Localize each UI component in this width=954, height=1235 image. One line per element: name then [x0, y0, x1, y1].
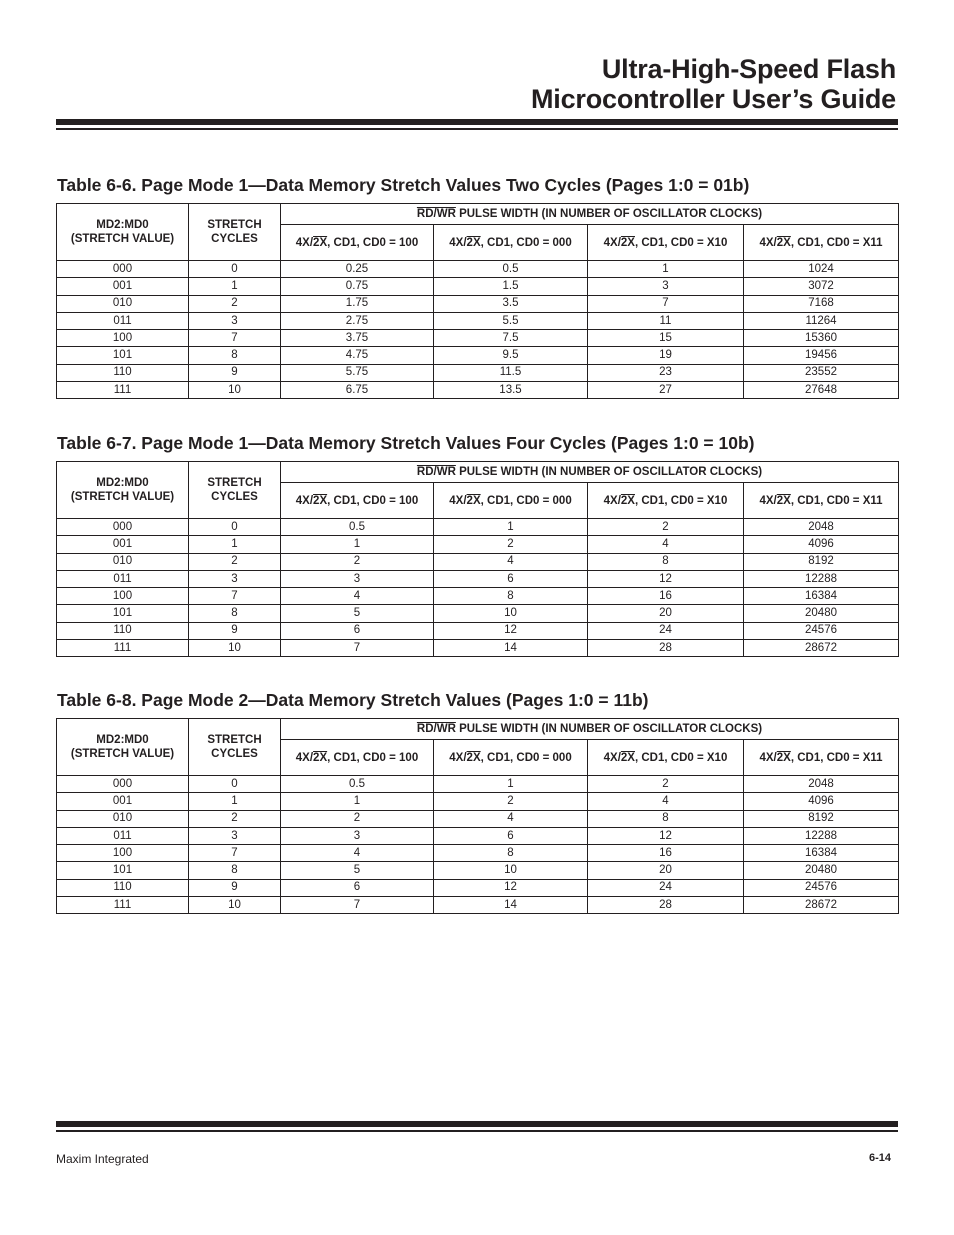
table-cell: 111 — [57, 897, 189, 914]
table-cell: 20480 — [744, 605, 899, 622]
table-cell: 16384 — [744, 588, 899, 605]
table-cell: 11.5 — [434, 364, 588, 381]
table-cell: 1 — [189, 793, 281, 810]
table-cell: 19456 — [744, 347, 899, 364]
clock-mode-suffix: , CD1, CD0 = X11 — [790, 236, 883, 249]
clock-mode-overlined: 2X — [620, 494, 635, 507]
clock-mode-prefix: 4X/ — [449, 494, 467, 507]
clock-mode-suffix: , CD1, CD0 = X10 — [634, 494, 728, 507]
table-cell: 27 — [588, 382, 744, 399]
table-cell: 12 — [434, 622, 588, 639]
table-cell: 8192 — [744, 810, 899, 827]
clock-mode-prefix: 4X/ — [603, 236, 621, 249]
table-cell: 101 — [57, 862, 189, 879]
table-row — [57, 845, 899, 862]
table-cell: 12 — [588, 570, 744, 587]
table-cell: 3 — [189, 312, 281, 329]
footer-rule-thick — [56, 1121, 898, 1127]
table-cell: 011 — [57, 312, 189, 329]
table-cell: 000 — [57, 519, 189, 536]
table-cell: 3.5 — [434, 295, 588, 312]
table-cell: 8 — [434, 588, 588, 605]
table-cell: 0.75 — [281, 278, 434, 295]
table-cell: 28 — [588, 640, 744, 657]
header-pulse-width — [281, 204, 899, 225]
table-row — [57, 776, 899, 793]
header-stretch-cycles — [189, 462, 281, 519]
header-stretch-line2: CYCLES — [211, 491, 258, 503]
table-cell: 20 — [588, 862, 744, 879]
table-row — [57, 295, 899, 312]
table-cell: 16 — [588, 845, 744, 862]
table-cell: 28672 — [744, 897, 899, 914]
title-line-1: Ultra-High-Speed Flash — [601, 54, 896, 84]
table-cell: 10 — [189, 897, 281, 914]
table-row — [57, 827, 899, 844]
table-cell: 000 — [57, 261, 189, 278]
table-cell: 5.75 — [281, 364, 434, 381]
table-cell: 1 — [189, 278, 281, 295]
table-cell: 001 — [57, 536, 189, 553]
table-row — [57, 810, 899, 827]
table-cell: 19 — [588, 347, 744, 364]
table-cell: 3 — [189, 827, 281, 844]
table-cell: 8 — [588, 810, 744, 827]
clock-mode-suffix: , CD1, CD0 = X10 — [634, 236, 728, 249]
header-clock-mode — [744, 225, 899, 261]
table-row — [57, 570, 899, 587]
table-cell: 7 — [189, 845, 281, 862]
header-stretch-line1: STRETCH — [207, 734, 262, 746]
table-cell: 2 — [189, 553, 281, 570]
clock-mode-suffix: , CD1, CD0 = 000 — [480, 751, 572, 764]
table-cell: 1024 — [744, 261, 899, 278]
table-row — [57, 261, 899, 278]
clock-mode-overlined: 2X — [313, 751, 328, 764]
header-pulse-width-text: PULSE WIDTH (IN NUMBER OF OSCILLATOR CLOCKS) — [455, 208, 763, 220]
header-clock-mode — [281, 740, 434, 776]
clock-mode-suffix: , CD1, CD0 = X10 — [634, 751, 728, 764]
table-cell: 100 — [57, 845, 189, 862]
table-row — [57, 536, 899, 553]
header-rdwr-overlined: RD/WR — [416, 466, 456, 478]
table-cell: 12 — [434, 879, 588, 896]
table-cell: 2 — [189, 295, 281, 312]
table-cell: 5 — [281, 862, 434, 879]
table-cell: 1 — [588, 261, 744, 278]
table-cell: 24576 — [744, 622, 899, 639]
clock-mode-prefix: 4X/ — [449, 236, 467, 249]
table-cell: 1 — [434, 519, 588, 536]
table-cell: 2 — [434, 793, 588, 810]
header-md-line2: (STRETCH VALUE) — [70, 491, 175, 503]
header-clock-mode — [744, 483, 899, 519]
table-cell: 9 — [189, 364, 281, 381]
clock-mode-overlined: 2X — [466, 494, 481, 507]
table-cell: 4 — [281, 588, 434, 605]
table-cell: 8 — [588, 553, 744, 570]
table-cell: 011 — [57, 570, 189, 587]
clock-mode-suffix: , CD1, CD0 = 100 — [327, 236, 419, 249]
header-md-value — [57, 462, 189, 519]
table-cell: 0.5 — [281, 519, 434, 536]
table-row — [57, 330, 899, 347]
table-cell: 8 — [189, 862, 281, 879]
table-row — [57, 382, 899, 399]
header-clock-mode — [281, 225, 434, 261]
table-cell: 24 — [588, 622, 744, 639]
table-cell: 3 — [281, 570, 434, 587]
table-cell: 111 — [57, 640, 189, 657]
table-cell: 4 — [434, 810, 588, 827]
table-cell: 0.5 — [434, 261, 588, 278]
table-cell: 3.75 — [281, 330, 434, 347]
header-stretch-line2: CYCLES — [211, 748, 258, 760]
clock-mode-overlined: 2X — [776, 236, 791, 249]
table-cell: 11 — [588, 312, 744, 329]
table-cell: 010 — [57, 553, 189, 570]
table-cell: 010 — [57, 295, 189, 312]
header-clock-mode — [588, 740, 744, 776]
footer-company: Maxim Integrated — [56, 1152, 149, 1166]
header-clock-mode — [588, 483, 744, 519]
table-cell: 23 — [588, 364, 744, 381]
table-cell: 8 — [189, 605, 281, 622]
table-cell: 2048 — [744, 519, 899, 536]
header-clock-mode — [434, 740, 588, 776]
table-cell: 28672 — [744, 640, 899, 657]
footer-rule-thin — [56, 1130, 898, 1132]
table-cell: 10 — [434, 605, 588, 622]
table-cell: 9 — [189, 879, 281, 896]
table-cell: 10 — [189, 382, 281, 399]
header-clock-mode — [281, 483, 434, 519]
table-row — [57, 347, 899, 364]
clock-mode-overlined: 2X — [466, 236, 481, 249]
table-cell: 2 — [434, 536, 588, 553]
header-pulse-width-text: PULSE WIDTH (IN NUMBER OF OSCILLATOR CLOCKS) — [455, 466, 763, 478]
clock-mode-prefix: 4X/ — [295, 236, 314, 249]
header-md-line1: MD2:MD0 — [96, 219, 149, 231]
clock-mode-overlined: 2X — [620, 236, 635, 249]
header-md-line1: MD2:MD0 — [96, 734, 149, 746]
table-row — [57, 862, 899, 879]
table-cell: 0.25 — [281, 261, 434, 278]
table-cell: 4.75 — [281, 347, 434, 364]
header-rdwr-overlined: RD/WR — [416, 208, 456, 220]
clock-mode-suffix: , CD1, CD0 = X11 — [790, 751, 883, 764]
table-row — [57, 278, 899, 295]
table-caption: Table 6-7. Page Mode 1—Data Memory Stretch Values Four Cycles (Pages 1:0 = 10b) — [57, 433, 755, 453]
table-cell: 20 — [588, 605, 744, 622]
table-row — [57, 364, 899, 381]
table-cell: 13.5 — [434, 382, 588, 399]
header-md-line2: (STRETCH VALUE) — [70, 748, 175, 760]
table-cell: 10 — [434, 862, 588, 879]
table-cell: 111 — [57, 382, 189, 399]
table-cell: 7168 — [744, 295, 899, 312]
clock-mode-overlined: 2X — [313, 236, 328, 249]
table-row — [57, 640, 899, 657]
table-cell: 2 — [588, 776, 744, 793]
clock-mode-overlined: 2X — [620, 751, 635, 764]
page-title — [531, 54, 896, 114]
header-rule-thin — [56, 128, 898, 130]
table-row — [57, 605, 899, 622]
table-cell: 6 — [281, 622, 434, 639]
clock-mode-prefix: 4X/ — [295, 751, 314, 764]
table-cell: 1 — [434, 776, 588, 793]
table-cell: 1 — [281, 793, 434, 810]
table-cell: 8 — [434, 845, 588, 862]
table-cell: 010 — [57, 810, 189, 827]
table-cell: 0 — [189, 261, 281, 278]
table-cell: 27648 — [744, 382, 899, 399]
table-cell: 0.5 — [281, 776, 434, 793]
clock-mode-prefix: 4X/ — [295, 494, 314, 507]
table-cell: 000 — [57, 776, 189, 793]
table-cell: 100 — [57, 588, 189, 605]
clock-mode-overlined: 2X — [313, 494, 328, 507]
table-cell: 1.5 — [434, 278, 588, 295]
clock-mode-suffix: , CD1, CD0 = 100 — [327, 494, 419, 507]
table-cell: 1 — [189, 536, 281, 553]
title-line-2: Microcontroller User’s Guide — [531, 84, 896, 114]
table-cell: 6 — [434, 827, 588, 844]
table-cell: 6 — [434, 570, 588, 587]
clock-mode-prefix: 4X/ — [603, 494, 621, 507]
table-cell: 24 — [588, 879, 744, 896]
header-rdwr-overlined: RD/WR — [416, 723, 456, 735]
table-cell: 101 — [57, 347, 189, 364]
header-pulse-width-text: PULSE WIDTH (IN NUMBER OF OSCILLATOR CLOCKS) — [455, 723, 763, 735]
header-md-value — [57, 204, 189, 261]
table-cell: 100 — [57, 330, 189, 347]
clock-mode-overlined: 2X — [776, 751, 791, 764]
table-cell: 12288 — [744, 570, 899, 587]
table-cell: 20480 — [744, 862, 899, 879]
table-cell: 12288 — [744, 827, 899, 844]
table-cell: 8192 — [744, 553, 899, 570]
header-clock-mode — [434, 483, 588, 519]
table-cell: 3 — [281, 827, 434, 844]
table-cell: 7 — [189, 588, 281, 605]
table-cell: 9 — [189, 622, 281, 639]
table-row — [57, 897, 899, 914]
clock-mode-overlined: 2X — [466, 751, 481, 764]
table-row — [57, 622, 899, 639]
table-cell: 15 — [588, 330, 744, 347]
table-cell: 6.75 — [281, 382, 434, 399]
table-cell: 15360 — [744, 330, 899, 347]
header-stretch-cycles — [189, 204, 281, 261]
table-cell: 4 — [588, 793, 744, 810]
table-row — [57, 588, 899, 605]
table-row — [57, 519, 899, 536]
clock-mode-prefix: 4X/ — [759, 494, 777, 507]
table-cell: 011 — [57, 827, 189, 844]
table-cell: 5.5 — [434, 312, 588, 329]
table-cell: 0 — [189, 519, 281, 536]
table-cell: 7.5 — [434, 330, 588, 347]
table-cell: 101 — [57, 605, 189, 622]
table-cell: 4096 — [744, 536, 899, 553]
table-cell: 110 — [57, 879, 189, 896]
table-cell: 001 — [57, 793, 189, 810]
table-cell: 110 — [57, 622, 189, 639]
table-cell: 2 — [281, 553, 434, 570]
table-row — [57, 793, 899, 810]
stretch-values-table — [56, 461, 899, 657]
table-caption: Table 6-8. Page Mode 2—Data Memory Stretch Values (Pages 1:0 = 11b) — [57, 690, 649, 710]
table-cell: 7 — [189, 330, 281, 347]
clock-mode-suffix: , CD1, CD0 = X11 — [790, 494, 883, 507]
table-cell: 0 — [189, 776, 281, 793]
stretch-values-table — [56, 718, 899, 914]
header-stretch-cycles — [189, 719, 281, 776]
clock-mode-prefix: 4X/ — [759, 751, 777, 764]
table-cell: 4 — [434, 553, 588, 570]
table-cell: 3 — [588, 278, 744, 295]
table-cell: 2.75 — [281, 312, 434, 329]
table-cell: 8 — [189, 347, 281, 364]
table-cell: 1.75 — [281, 295, 434, 312]
header-rule-thick — [56, 119, 898, 125]
clock-mode-suffix: , CD1, CD0 = 000 — [480, 494, 572, 507]
header-clock-mode — [744, 740, 899, 776]
table-cell: 3 — [189, 570, 281, 587]
table-cell: 12 — [588, 827, 744, 844]
header-stretch-line1: STRETCH — [207, 219, 262, 231]
table-cell: 1 — [281, 536, 434, 553]
header-pulse-width — [281, 462, 899, 483]
clock-mode-suffix: , CD1, CD0 = 000 — [480, 236, 572, 249]
header-clock-mode — [588, 225, 744, 261]
table-cell: 9.5 — [434, 347, 588, 364]
table-cell: 5 — [281, 605, 434, 622]
table-cell: 2 — [189, 810, 281, 827]
table-cell: 10 — [189, 640, 281, 657]
table-cell: 16 — [588, 588, 744, 605]
table-cell: 110 — [57, 364, 189, 381]
table-cell: 7 — [281, 640, 434, 657]
table-cell: 28 — [588, 897, 744, 914]
clock-mode-prefix: 4X/ — [449, 751, 467, 764]
clock-mode-overlined: 2X — [776, 494, 791, 507]
table-cell: 11264 — [744, 312, 899, 329]
table-cell: 3072 — [744, 278, 899, 295]
clock-mode-prefix: 4X/ — [759, 236, 777, 249]
table-cell: 001 — [57, 278, 189, 295]
clock-mode-prefix: 4X/ — [603, 751, 621, 764]
page-number: 6-14 — [868, 1152, 891, 1164]
table-cell: 2048 — [744, 776, 899, 793]
stretch-values-table — [56, 203, 899, 399]
header-pulse-width — [281, 719, 899, 740]
table-cell: 7 — [588, 295, 744, 312]
header-clock-mode — [434, 225, 588, 261]
table-cell: 4096 — [744, 793, 899, 810]
table-cell: 4 — [281, 845, 434, 862]
header-md-line2: (STRETCH VALUE) — [70, 233, 175, 245]
table-cell: 14 — [434, 640, 588, 657]
table-row — [57, 312, 899, 329]
table-row — [57, 879, 899, 896]
table-cell: 7 — [281, 897, 434, 914]
table-cell: 2 — [281, 810, 434, 827]
table-cell: 23552 — [744, 364, 899, 381]
table-row — [57, 553, 899, 570]
table-cell: 2 — [588, 519, 744, 536]
table-cell: 6 — [281, 879, 434, 896]
table-caption: Table 6-6. Page Mode 1—Data Memory Stretch Values Two Cycles (Pages 1:0 = 01b) — [57, 175, 750, 195]
header-stretch-line2: CYCLES — [211, 233, 258, 245]
header-stretch-line1: STRETCH — [207, 477, 262, 489]
table-cell: 4 — [588, 536, 744, 553]
table-cell: 24576 — [744, 879, 899, 896]
table-cell: 16384 — [744, 845, 899, 862]
table-cell: 14 — [434, 897, 588, 914]
header-md-line1: MD2:MD0 — [96, 477, 149, 489]
header-md-value — [57, 719, 189, 776]
clock-mode-suffix: , CD1, CD0 = 100 — [327, 751, 419, 764]
